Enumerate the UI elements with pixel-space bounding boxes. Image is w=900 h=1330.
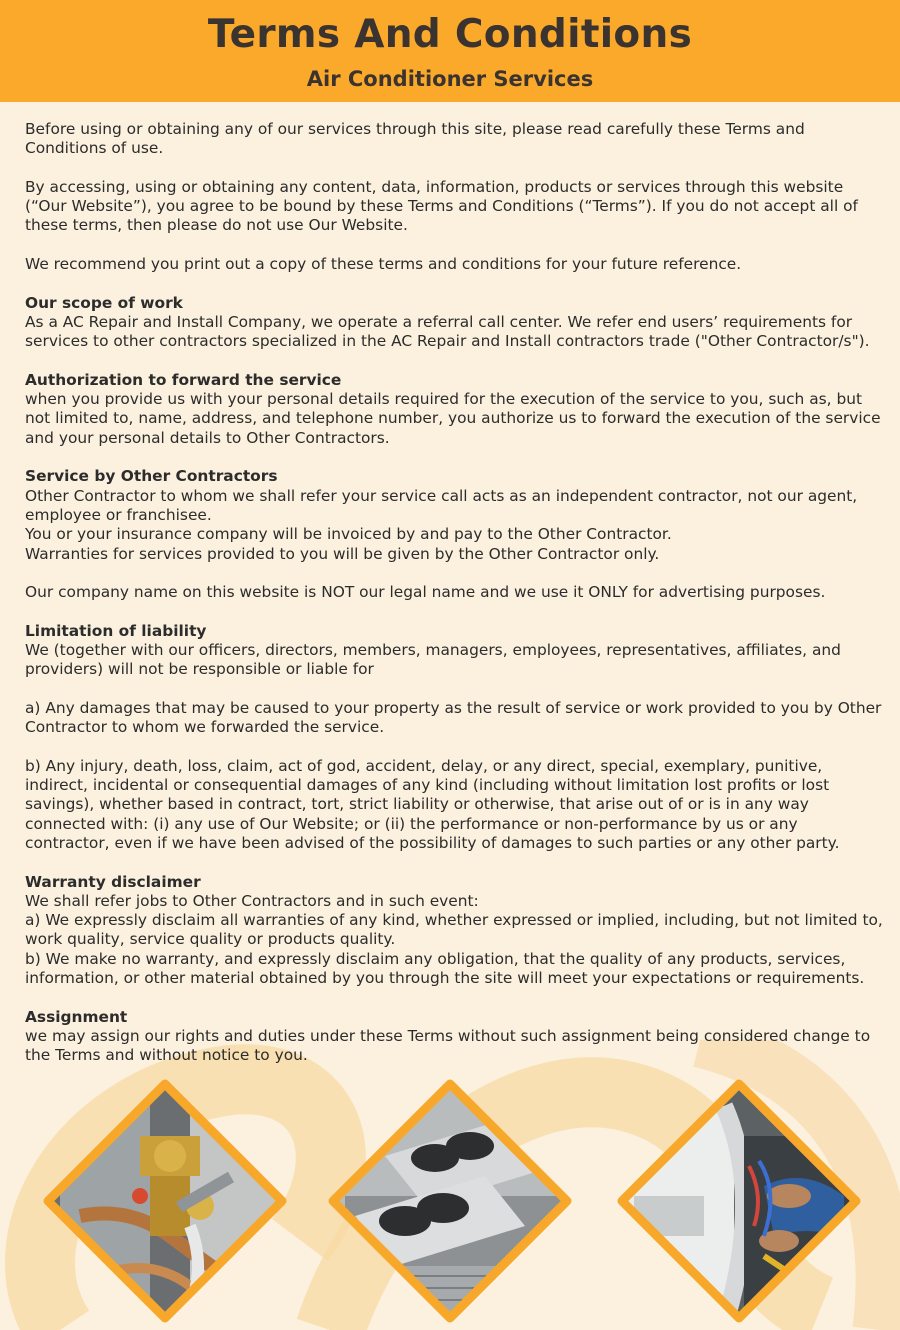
- section-line: a) We expressly disclaim all warranties of any kind, whether expressed or implied, including, but not limited to, work quality, service quality or products quality.: [25, 911, 883, 949]
- section-line: b) We make no warranty, and expressly disclaim any obligation, that the quality of any products, services, information, or other material obtained by you through the site will meet your expectations or requirements.: [25, 949, 865, 988]
- section-title: Limitation of liability: [25, 621, 207, 640]
- liability-item-a: a) Any damages that may be caused to your property as the result of service or work provided to you by Other Contractor to whom we forwarded the service.: [25, 698, 882, 737]
- section-body: We (together with our officers, directors, members, managers, employees, representatives, affiliates, and providers) will not be responsible or liable for: [25, 641, 841, 679]
- section-line: We shall refer jobs to Other Contractors and in such event:: [25, 891, 479, 910]
- section-body: As a AC Repair and Install Company, we operate a referral call center. We refer end users’ requirements for services to other contractors specialized in the AC Repair and Install contractors trade ("Other Contractor/s").: [25, 312, 870, 351]
- page-title: Terms And Conditions: [207, 12, 693, 57]
- intro-paragraph-2: By accessing, using or obtaining any content, data, information, products or services through this website (“Our Website”), you agree to be bound by these Terms and Conditions (“Terms”). If you do not accept all of these terms, then please do not use Our Website.: [25, 177, 858, 235]
- section-assignment: [25, 1008, 887, 1066]
- page-subtitle: Air Conditioner Services: [306, 67, 594, 91]
- ac-technician-repair-photo: [614, 1076, 864, 1326]
- section-scope: [25, 294, 887, 352]
- section-authorization: [25, 371, 887, 448]
- intro-paragraph-3: We recommend you print out a copy of these terms and conditions for your future reference.: [25, 255, 742, 274]
- page-header: [0, 0, 900, 102]
- section-liability: [25, 622, 887, 680]
- terms-content: [25, 120, 887, 1085]
- section-title: Warranty disclaimer: [25, 872, 201, 891]
- ac-condenser-units-photo: [325, 1076, 575, 1326]
- section-line: Warranties for services provided to you will be given by the Other Contractor only.: [25, 544, 660, 563]
- section-title: Assignment: [25, 1007, 128, 1026]
- section-title: Our scope of work: [25, 293, 183, 312]
- liability-item-b: b) Any injury, death, loss, claim, act of god, accident, delay, or any direct, special, exemplary, punitive, indirect, incidental or consequential damages of any kind (including without limitation lost profits or lost savings), whether based in contract, tort, strict liability or otherwise, that arise out of or is in any way connected with: (i) any use of Our Website; or (ii) the performance or non-performance by us or any contractor, even if we have been advised of the possibility of damages to such parties or any other party.: [25, 756, 840, 852]
- intro-paragraph-1: Before using or obtaining any of our services through this site, please read carefully these Terms and Conditions of use.: [25, 120, 805, 158]
- section-title: Service by Other Contractors: [25, 467, 278, 486]
- section-contractors: [25, 467, 887, 563]
- section-warranty: [25, 873, 887, 989]
- section-line: Other Contractor to whom we shall refer your service call acts as an independent contractor, not our agent, employee or franchisee.: [25, 486, 858, 524]
- section-body: when you provide us with your personal details required for the execution of the service to you, such as, but not limited to, name, address, and telephone number, you authorize us to forward the execution of the service and your personal details to Other Contractors.: [25, 390, 881, 447]
- company-name-note: Our company name on this website is NOT our legal name and we use it ONLY for advertising purposes.: [25, 583, 826, 602]
- section-title: Authorization to forward the service: [25, 370, 342, 389]
- ac-valves-photo: [40, 1076, 290, 1326]
- section-line: You or your insurance company will be invoiced by and pay to the Other Contractor.: [25, 525, 672, 544]
- section-body: we may assign our rights and duties under these Terms without such assignment being considered change to the Terms and without notice to you.: [25, 1026, 871, 1065]
- photo-strip: [0, 1072, 900, 1330]
